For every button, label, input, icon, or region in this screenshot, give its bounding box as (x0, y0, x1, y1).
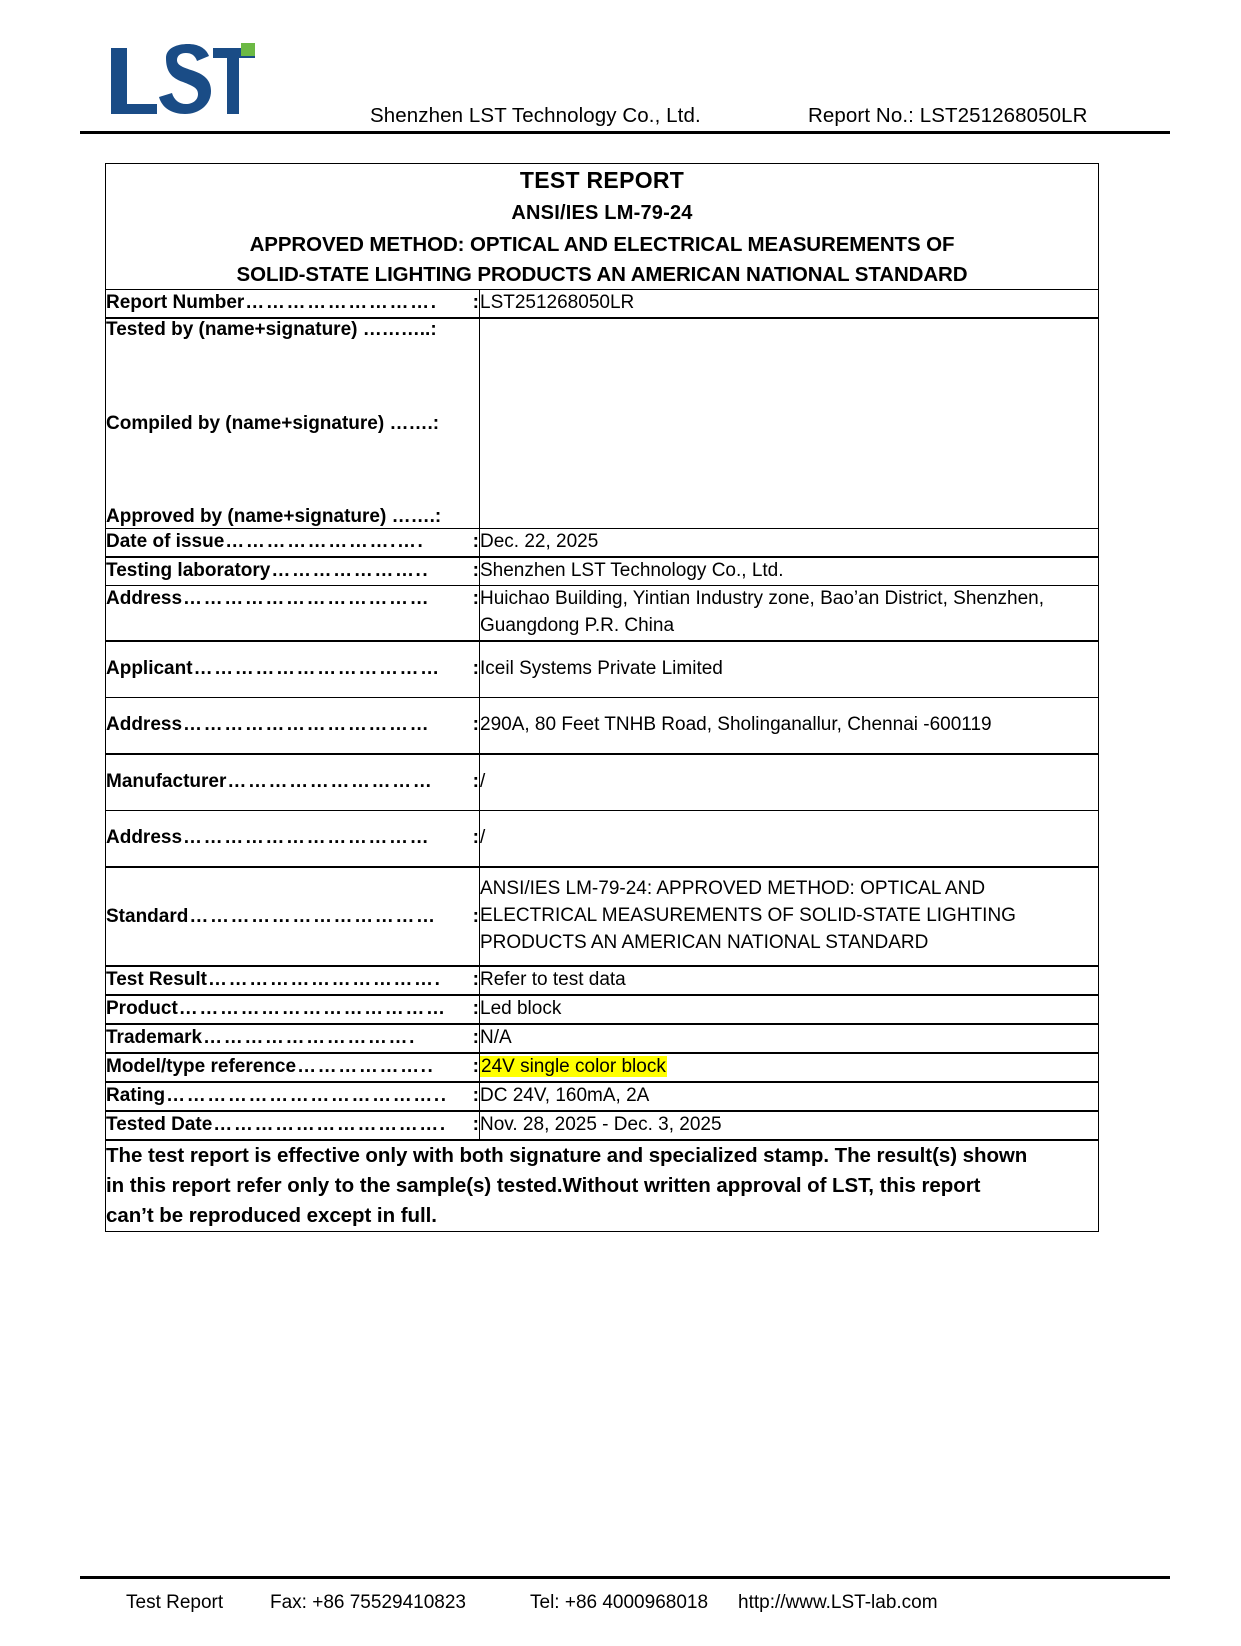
footer-fax: Fax: +86 75529410823 (270, 1592, 466, 1613)
footer-url[interactable]: http://www.LST-lab.com (738, 1592, 938, 1613)
label-lab-address (106, 586, 480, 641)
table-row (106, 966, 1099, 995)
leader-dots: ……………………………… (189, 905, 437, 927)
table-row (106, 1140, 1099, 1232)
label-text: Address (106, 714, 183, 736)
label-colon: : (472, 1084, 479, 1106)
value-manufacturer: / (480, 754, 1099, 810)
table-row (106, 867, 1099, 966)
label-colon: : (472, 531, 479, 553)
table-row (106, 641, 1099, 697)
standard-line-3: PRODUCTS AN AMERICAN NATIONAL STANDARD (480, 931, 929, 953)
label-text: Test Result (106, 968, 208, 990)
table-row (106, 529, 1099, 557)
table-row (106, 1053, 1099, 1082)
leader-dots: ………………………. (245, 292, 438, 314)
label-text: Approved by (name+signature) (106, 506, 387, 528)
label-colon: : (472, 658, 479, 680)
signature-values-cell[interactable] (480, 318, 1099, 529)
label-report-number (106, 290, 480, 318)
leader-dots: ……………………………… (183, 588, 431, 610)
leader-dots: ………………………………….. (166, 1084, 448, 1106)
disclaimer-line-3: can’t be reproduced except in full. (106, 1203, 437, 1227)
label-tested-by (106, 319, 479, 341)
label-colon: : (472, 1113, 479, 1135)
label-colon: : (430, 319, 437, 341)
standard-line-2: ELECTRICAL MEASUREMENTS OF SOLID-STATE LIGHTING (480, 904, 1016, 926)
label-colon: : (472, 826, 479, 848)
footer-doc-type: Test Report (126, 1592, 224, 1613)
header-company-name: Shenzhen LST Technology Co., Ltd. (370, 104, 701, 127)
value-trademark: N/A (480, 1024, 1099, 1053)
label-text: Compiled by (name+signature) (106, 413, 385, 435)
leader-dots: ………………………… (227, 771, 434, 792)
label-manufacturer-address (106, 810, 480, 866)
value-report-number: LST251268050LR (480, 290, 1099, 318)
label-applicant-address (106, 698, 480, 754)
value-tested-date: Nov. 28, 2025 - Dec. 3, 2025 (480, 1111, 1099, 1140)
table-row (106, 290, 1099, 318)
table-row (106, 1111, 1099, 1140)
report-info-table (105, 163, 1099, 1232)
table-row (106, 318, 1099, 529)
title-test-report: TEST REPORT (519, 167, 685, 193)
label-colon: : (472, 771, 479, 792)
label-colon: : (432, 413, 440, 435)
label-text: Rating (106, 1084, 166, 1106)
label-compiled-by (106, 413, 479, 435)
leader-dots: ……. (391, 506, 435, 528)
header-divider (80, 131, 1170, 134)
label-text: Address (106, 826, 183, 848)
report-title-block (106, 164, 1099, 290)
value-date-of-issue: Dec. 22, 2025 (480, 529, 1099, 557)
value-rating: DC 24V, 160mA, 2A (480, 1082, 1099, 1111)
label-applicant (106, 641, 480, 697)
value-applicant: Iceil Systems Private Limited (480, 641, 1099, 697)
label-text: Tested by (name+signature) (106, 319, 358, 341)
label-text: Tested Date (106, 1113, 213, 1135)
leader-dots: ……………………………. (208, 968, 442, 990)
value-manufacturer-address: / (480, 810, 1099, 866)
signature-labels-cell (106, 318, 480, 529)
leader-dots: ……………………………… (183, 826, 431, 848)
table-row (106, 698, 1099, 754)
label-manufacturer (106, 754, 480, 810)
value-product: Led block (480, 995, 1099, 1024)
table-row (106, 754, 1099, 810)
label-text: Applicant (106, 658, 193, 680)
label-text: Model/type reference (106, 1055, 297, 1077)
lst-logo (105, 34, 255, 126)
value-model-type-reference (480, 1053, 1099, 1082)
table-row (106, 586, 1099, 641)
leader-dots: ……………….. (297, 1055, 435, 1077)
value-applicant-address: 290A, 80 Feet TNHB Road, Sholinganallur, Chennai -600119 (480, 698, 1099, 754)
leader-dots: ……. (389, 413, 433, 435)
label-model-type-reference (106, 1053, 480, 1082)
footer-tel: Tel: +86 4000968018 (530, 1592, 709, 1613)
leader-dots: …………………………. (203, 1026, 417, 1048)
highlighted-model-value: 24V single color block (481, 1055, 666, 1077)
lab-address-line-2: Guangdong P.R. China (480, 615, 675, 637)
label-tested-date (106, 1111, 480, 1140)
label-testing-laboratory (106, 557, 480, 585)
header-report-number: Report No.: LST251268050LR (808, 104, 1088, 127)
label-approved-by (106, 506, 479, 528)
label-text: Address (106, 588, 183, 610)
value-test-result: Refer to test data (480, 966, 1099, 995)
label-text: Product (106, 997, 178, 1019)
label-text: Standard (106, 905, 189, 927)
value-testing-laboratory: Shenzhen LST Technology Co., Ltd. (480, 557, 1099, 585)
standard-line-1: ANSI/IES LM-79-24: APPROVED METHOD: OPTICAL AND (480, 877, 986, 899)
leader-dots: ……………………………. (213, 1113, 447, 1135)
value-standard (480, 867, 1099, 966)
leader-dots: ……….. (362, 319, 431, 341)
table-row (106, 810, 1099, 866)
label-text: Date of issue (106, 531, 225, 553)
disclaimer-line-2: in this report refer only to the sample(s) tested.Without written approval of LST, this report (106, 1173, 981, 1197)
disclaimer-block (106, 1140, 1099, 1232)
leader-dots: ………………………………… (178, 997, 447, 1019)
page-footer (80, 1592, 1170, 1632)
table-row (106, 995, 1099, 1024)
label-colon: : (472, 588, 479, 610)
value-lab-address (480, 586, 1099, 641)
label-text: Trademark (106, 1026, 203, 1048)
table-row (106, 1082, 1099, 1111)
label-colon: : (472, 968, 479, 990)
label-text: Testing laboratory (106, 560, 271, 582)
lab-address-line-1: Huichao Building, Yintian Industry zone, Bao’an District, Shenzhen, (480, 588, 1044, 610)
title-method-line2: SOLID-STATE LIGHTING PRODUCTS AN AMERICAN NATIONAL STANDARD (236, 262, 968, 286)
leader-dots: …………………….…. (225, 531, 425, 553)
label-trademark (106, 1024, 480, 1053)
label-rating (106, 1082, 480, 1111)
label-colon: : (472, 560, 479, 582)
leader-dots: ……………………………… (193, 658, 441, 680)
label-text: Manufacturer (106, 771, 227, 792)
label-colon: : (472, 997, 479, 1019)
label-test-result (106, 966, 480, 995)
label-product (106, 995, 480, 1024)
label-date-of-issue (106, 529, 480, 557)
label-colon: : (472, 714, 479, 736)
label-colon: : (472, 1055, 479, 1077)
disclaimer-line-1: The test report is effective only with both signature and specialized stamp. The result(s) shown (106, 1143, 1028, 1167)
label-text: Report Number (106, 292, 245, 314)
label-colon: : (472, 1026, 479, 1048)
label-colon: : (472, 905, 479, 927)
label-colon: : (434, 506, 442, 528)
label-colon: : (472, 292, 479, 314)
label-standard (106, 867, 480, 966)
table-row (106, 164, 1099, 290)
page-header (80, 22, 1170, 132)
leader-dots: ………………….. (271, 560, 430, 582)
table-row (106, 557, 1099, 585)
leader-dots: ……………………………… (183, 714, 431, 736)
title-standard-code: ANSI/IES LM-79-24 (511, 201, 693, 224)
footer-divider (80, 1576, 1170, 1579)
table-row (106, 1024, 1099, 1053)
title-method-line1: APPROVED METHOD: OPTICAL AND ELECTRICAL MEASUREMENTS OF (249, 232, 955, 256)
